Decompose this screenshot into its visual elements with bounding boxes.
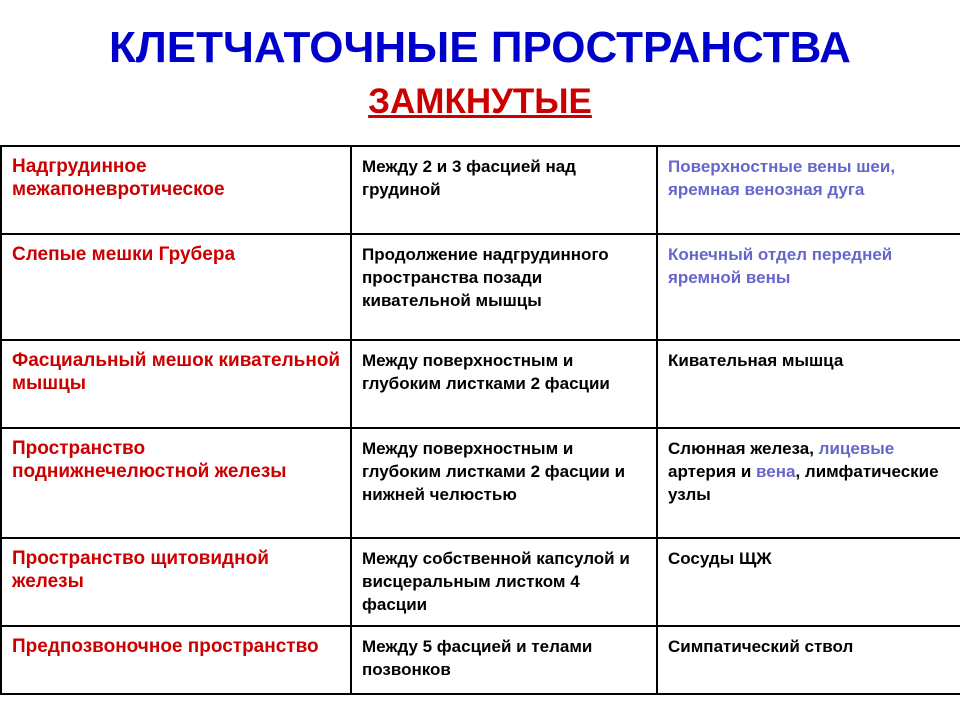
contents-segment: Поверхностные вены шеи, яремная венозная дуга — [668, 157, 896, 199]
space-location-cell: Между 2 и 3 фасцией над грудиной — [351, 146, 657, 234]
space-location-cell: Между поверхностным и глубоким листками 2 фасции — [351, 340, 657, 428]
page-title: КЛЕТЧАТОЧНЫЕ ПРОСТРАНСТВА — [109, 23, 851, 72]
space-name-cell: Слепые мешки Грубера — [1, 234, 351, 340]
space-contents-cell — [657, 538, 960, 626]
contents-segment: Симпатический ствол — [668, 637, 854, 656]
contents-segment: артерия и — [668, 462, 757, 481]
space-location-cell: Между собственной капсулой и висцеральным листком 4 фасции — [351, 538, 657, 626]
space-location-cell: Между поверхностным и глубоким листками 2 фасции и нижней челюстью — [351, 428, 657, 538]
page-subtitle: ЗАМКНУТЫЕ — [368, 82, 592, 121]
table-row — [1, 340, 960, 428]
space-name-cell: Фасциальный мешок кивательной мышцы — [1, 340, 351, 428]
table-row — [1, 428, 960, 538]
space-name-cell: Предпозвоночное пространство — [1, 626, 351, 694]
table-row — [1, 626, 960, 694]
space-location-cell: Между 5 фасцией и телами позвонков — [351, 626, 657, 694]
space-contents-cell — [657, 340, 960, 428]
space-name-cell: Пространство поднижнечелюстной железы — [1, 428, 351, 538]
table-row — [1, 538, 960, 626]
space-location-cell: Продолжение надгрудинного пространства позади кивательной мышцы — [351, 234, 657, 340]
contents-segment: Сосуды ЩЖ — [668, 549, 772, 568]
space-contents-cell — [657, 146, 960, 234]
spaces-table — [0, 145, 960, 695]
space-contents-cell — [657, 428, 960, 538]
contents-segment: , лимфатические узлы — [668, 462, 939, 504]
contents-segment: Конечный отдел передней яремной вены — [668, 245, 893, 287]
space-contents-cell — [657, 234, 960, 340]
space-contents-cell — [657, 626, 960, 694]
space-name-cell: Надгрудинное межапоневротическое — [1, 146, 351, 234]
contents-segment: лицевые — [818, 439, 895, 458]
space-name-cell: Пространство щитовидной железы — [1, 538, 351, 626]
table-row — [1, 234, 960, 340]
contents-segment: вена — [756, 462, 796, 481]
contents-segment: Кивательная мышца — [668, 351, 844, 370]
table-row — [1, 146, 960, 234]
contents-segment: Слюнная железа, — [668, 439, 819, 458]
